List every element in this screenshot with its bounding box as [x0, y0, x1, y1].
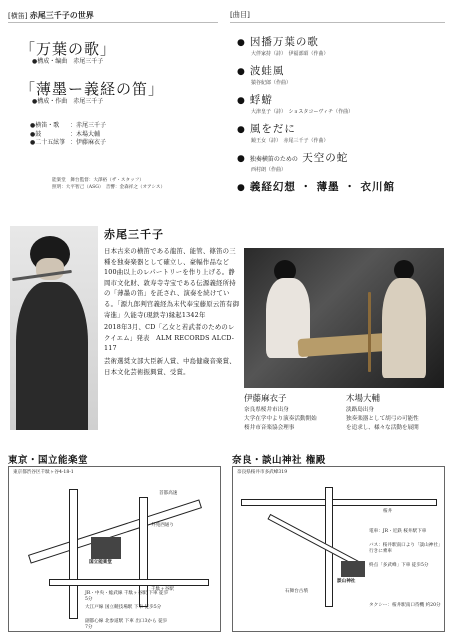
bio-name: 赤尾三千子 [104, 228, 164, 241]
program-item-credit: 猿谷紀郎（作曲） [251, 80, 292, 86]
performer-1-line: 桜井市音楽協会理事 [244, 425, 295, 431]
map-road [69, 489, 78, 619]
venue-tokyo-access: 大江戸線 国立競技場駅 下車 徒歩5分 [85, 605, 162, 610]
venue-tokyo-map [8, 466, 221, 632]
performer-1-line: 大学在学中より演奏活動開始 [244, 416, 317, 422]
venue-tokyo-address: 東京都渋谷区千駄ヶ谷4-18-1 [13, 470, 74, 475]
performer-2 [346, 392, 450, 433]
work-2-credit: ●構成・作曲 赤尾三千子 [32, 98, 104, 105]
venue-nara-address: 奈良県桜井市多武峰319 [237, 470, 288, 475]
venue-nara-access: 電車：JR・近鉄 桜井駅下車 [369, 529, 427, 534]
program-item-title: 蜉蝣 [249, 94, 273, 106]
left-header-bracket: [横笛] [8, 12, 28, 20]
bio-release: 2018年3月、CD「乙女と若武者のためのレクイエム」発表 ALM RECORDS ALCD-117 [104, 323, 235, 353]
flutist-photo [10, 226, 98, 430]
venue-tokyo-label: 首都高速 [159, 491, 178, 496]
left-header-title: 赤尾三千子の世界 [29, 10, 94, 20]
work-1 [20, 40, 116, 67]
program-header-divider [230, 22, 445, 23]
program-item [237, 150, 447, 173]
venue-nara-label: 桜井 [383, 509, 393, 514]
program-item-title: 義経幻想 ・ 薄墨 ・ 衣川館 [249, 181, 395, 193]
program-item-credit: 大津皇子（詩） ショスタコーヴィチ（作曲） [251, 109, 354, 115]
venue-nara [232, 452, 445, 632]
work-2-title: 「薄墨ー義経の笛」 [20, 80, 165, 98]
program-item-credit: 西村朗（作曲） [251, 167, 287, 173]
performers-photo [244, 248, 444, 388]
bio-block [104, 226, 240, 377]
venue-nara-title: 奈良・談山神社 権殿 [232, 455, 326, 466]
bullet-icon: ● [237, 38, 246, 48]
program-item-credit: 大伴家持（詩） 伊福部昭（作曲） [251, 51, 329, 57]
cast-name: ：伊藤麻衣子 [70, 139, 107, 146]
performer-1-line: 奈良県桜井市出身 [244, 407, 289, 413]
bio-awards: 芸術選奨文部大臣新人賞、中島健蔵音楽賞、日本文化芸術振興賞、受賞。 [104, 356, 236, 376]
left-header-divider [8, 22, 218, 23]
staff-credits [52, 178, 165, 191]
program-item [237, 92, 447, 115]
venue-tokyo-title: 東京・国立能楽堂 [8, 455, 89, 466]
cast-name: ：赤尾三千子 [70, 122, 107, 129]
venue-tokyo-label: 外苑西通り [151, 523, 174, 528]
work-2 [20, 80, 164, 107]
venue-nara-label: 石舞台古墳 [285, 589, 308, 594]
map-road [49, 579, 209, 586]
program-list [237, 34, 447, 200]
program-item [237, 63, 447, 86]
work-1-title: 「万葉の歌」 [20, 40, 117, 58]
cast-row [30, 131, 106, 140]
venue-nara-access: 終点「多武峰」下車 徒歩5分 [369, 563, 429, 568]
venue-tokyo [8, 452, 221, 632]
bio-paragraph: 日本古来の横笛である龍笛、能管、篠笛の三種を独奏楽器として確立し、豪幅作品など100曲以上のレパートリーを作り上げる。静岡市文化財、敦寿寺寺宝である伝源義経所持の「薄墨の笛」を託され、演奏を続けている。「源九郎判官義経為末代奉宝藤原云笛有御寄進」久能寺(現鉄寺)縁起1342年 [104, 247, 240, 319]
venue-tokyo-access: 副都心線 北参道駅 下車 出口3から 徒歩7分 [85, 619, 168, 630]
program-item-title: 天空の蛇 [302, 152, 349, 164]
cast-role: ●鼓 [30, 130, 42, 138]
program-item [237, 179, 447, 194]
program-item-credit: 鏡王女（詩） 赤尾三千子（作曲） [251, 138, 329, 144]
performer-2-line: を追求し、様々な活動を展開 [346, 425, 419, 431]
bullet-icon: ● [237, 67, 246, 77]
performer-2-name: 木場大輔 [346, 394, 381, 404]
map-road [267, 514, 358, 566]
cast-role: ●二十五絃箏 [30, 139, 66, 146]
cast-row [30, 122, 106, 131]
performer-1-name: 伊藤麻衣子 [244, 394, 287, 404]
staff-line-2: 照明：大平智己（ASG） 音響：金森祥之（オアシス） [52, 184, 166, 190]
cast-list [30, 122, 106, 148]
performer-2-line: 淡路島出身 [346, 407, 374, 413]
venue-nara-building [341, 561, 365, 577]
work-1-credit: ●構成・编曲 赤尾三千子 [32, 58, 104, 65]
program-item-prefix: 独奏横笛のための [249, 156, 298, 163]
program-item-title: 波蛙風 [249, 65, 285, 77]
program-item-title: 因播万葉の歌 [249, 36, 319, 48]
venue-tokyo-building [91, 537, 121, 559]
cast-row [30, 139, 106, 148]
venue-nara-map [232, 466, 445, 632]
bullet-icon: ● [237, 96, 246, 106]
cast-name: ：木場大輔 [70, 130, 101, 138]
bullet-icon: ● [237, 125, 246, 135]
program-item-title: 風をだに [249, 123, 296, 135]
performer-1 [244, 392, 342, 433]
venue-tokyo-label: 国立能楽堂 [89, 560, 112, 565]
program-item [237, 121, 447, 144]
cast-role: ●横笛・歌 [30, 122, 60, 129]
bullet-icon: ● [237, 154, 246, 164]
venue-nara-access: タクシー：桜井駅南口待機 約20分 [369, 603, 441, 608]
venue-tokyo-label: 千駄ヶ谷駅 [151, 587, 174, 592]
staff-line-1: 能楽堂 舞台監督：大澤裕（ザ・スタッフ） [52, 178, 144, 183]
bullet-icon: ● [237, 183, 246, 193]
left-section-header [8, 10, 94, 21]
program-header: [曲目] [230, 10, 250, 19]
performer-2-line: 独奏楽器として胡弓の可能性 [346, 416, 419, 422]
venue-tokyo-access: JR・中央・総武線 千駄ヶ谷駅 下車 徒歩5分 [85, 591, 169, 602]
venue-nara-label: 談山神社 [337, 579, 356, 584]
program-item [237, 34, 447, 57]
map-road [241, 499, 437, 506]
venue-nara-access: バス：桜井駅南口より「談山神社」行きに乗車 [369, 543, 443, 554]
